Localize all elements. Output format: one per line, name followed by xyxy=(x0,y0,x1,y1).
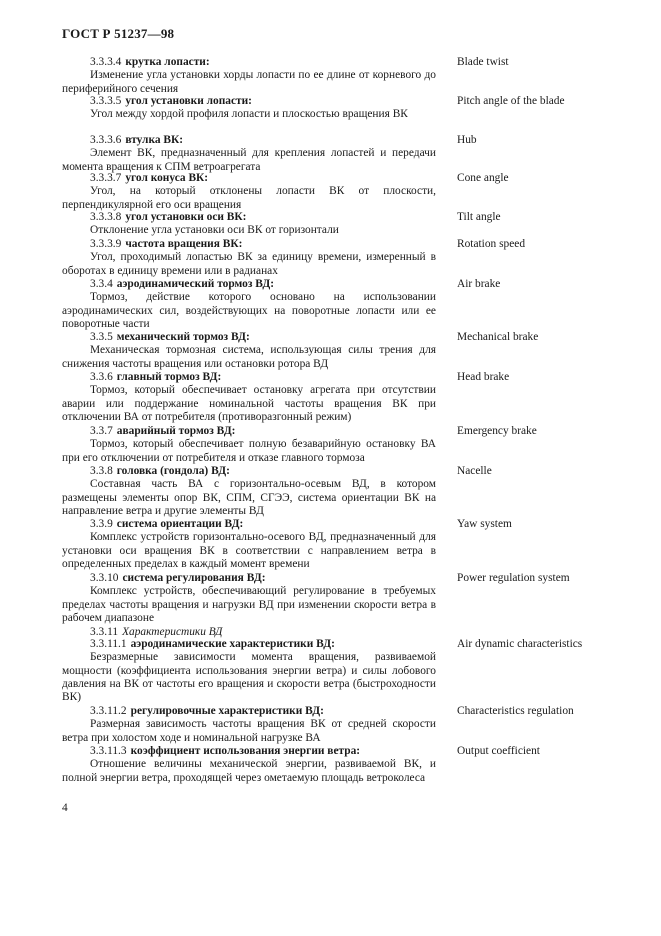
term-name: главный тормоз ВД: xyxy=(116,371,222,383)
term-name: Характеристики ВД xyxy=(122,626,223,638)
term-definition: Угол между хордой профиля лопасти и плоскостью вращения ВК xyxy=(90,108,408,121)
term-definition: Тормоз, действие которого основано на использовании аэродинамических сил, воздействующих на поворотные лопасти или ее поворотные части xyxy=(62,291,436,330)
term-number: 3.3.4 xyxy=(90,278,113,290)
term-definition: Отклонение угла установки оси ВК от горизонтали xyxy=(90,224,339,237)
term-english: Tilt angle xyxy=(457,211,501,223)
term-number: 3.3.3.5 xyxy=(90,95,122,107)
term-number: 3.3.11 xyxy=(90,626,119,638)
term-english: Mechanical brake xyxy=(457,331,539,343)
term-name: угол установки оси ВК: xyxy=(125,211,247,223)
term-definition: Отношение величины механической энергии, развиваемой ВК, и полной энергии ветра, проходящей через ометаемую площадь ветроколеса xyxy=(62,758,436,784)
term-definition: Угол, на который отклонены лопасти ВК от плоскости, перпендикулярной его оси вращения xyxy=(62,185,436,211)
term-number: 3.3.11.3 xyxy=(90,745,127,757)
term-english: Pitch angle of the blade xyxy=(457,95,565,107)
term-english: Characteristics regulation xyxy=(457,705,574,717)
term-name: втулка ВК: xyxy=(125,134,184,146)
term-definition: Составная часть ВА с горизонтально-осевым ВД, в котором размещены элементы опор ВК, СПМ, СГЭЭ, система ориентации ВК на направление ветра и другие элементы ВД xyxy=(62,478,436,517)
term-ru-block xyxy=(62,56,436,96)
term-ru-block xyxy=(62,705,436,745)
term-ru-block xyxy=(62,465,436,518)
term-name: механический тормоз ВД: xyxy=(116,331,250,343)
term-heading xyxy=(62,638,436,651)
term-english: Power regulation system xyxy=(457,572,570,584)
term-heading xyxy=(62,238,436,251)
term-definition: Механическая тормозная система, использующая силы трения для снижения частоты вращения или остановки ротора ВД xyxy=(62,344,436,370)
term-name: головка (гондола) ВД: xyxy=(116,465,230,477)
term-heading xyxy=(62,518,436,531)
term-ru-block xyxy=(62,211,436,238)
term-english: Nacelle xyxy=(457,465,492,477)
term-number: 3.3.10 xyxy=(90,572,119,584)
page-number: 4 xyxy=(62,802,68,814)
term-name: регулировочные характеристики ВД: xyxy=(130,705,324,717)
term-heading xyxy=(62,371,436,384)
term-english: Blade twist xyxy=(457,56,509,68)
term-number: 3.3.11.1 xyxy=(90,638,127,650)
term-english: Hub xyxy=(457,134,477,146)
term-english: Output coefficient xyxy=(457,745,540,757)
term-heading xyxy=(62,572,436,585)
term-ru-block xyxy=(62,134,436,174)
term-english: Yaw system xyxy=(457,518,512,530)
term-number: 3.3.3.9 xyxy=(90,238,122,250)
term-name: система ориентации ВД: xyxy=(116,518,244,530)
term-heading xyxy=(62,278,436,291)
term-name: угол конуса ВК: xyxy=(125,172,209,184)
term-heading xyxy=(62,211,436,224)
term-name: аварийный тормоз ВД: xyxy=(116,425,236,437)
term-heading xyxy=(62,331,436,344)
term-english: Air brake xyxy=(457,278,501,290)
term-heading xyxy=(62,56,436,69)
term-ru-block xyxy=(62,172,436,212)
standard-header: ГОСТ Р 51237—98 xyxy=(62,26,175,41)
term-heading xyxy=(62,745,436,758)
term-number: 3.3.11.2 xyxy=(90,705,127,717)
term-heading xyxy=(62,425,436,438)
term-definition: Элемент ВК, предназначенный для крепления лопастей и передачи момента вращения к СПМ ветроагрегата xyxy=(62,147,436,173)
term-heading xyxy=(62,134,436,147)
term-definition: Тормоз, который обеспечивает остановку агрегата при отсутствии аварии или поддержание номинальной частоты вращения ВК при отключении ВА от потребителя (противоразгонный режим) xyxy=(62,384,436,423)
term-name: коэффициент использования энергии ветра: xyxy=(130,745,361,757)
term-number: 3.3.6 xyxy=(90,371,113,383)
term-ru-block xyxy=(62,95,436,122)
term-name: крутка лопасти: xyxy=(125,56,210,68)
term-name: система регулирования ВД: xyxy=(122,572,266,584)
term-number: 3.3.9 xyxy=(90,518,113,530)
term-ru-block xyxy=(62,518,436,571)
term-heading xyxy=(62,465,436,478)
term-name: аэродинамические характеристики ВД: xyxy=(130,638,335,650)
term-english: Air dynamic characteristics xyxy=(457,638,583,650)
term-ru-block xyxy=(62,238,436,278)
term-name: частота вращения ВК: xyxy=(125,238,243,250)
term-number: 3.3.3.6 xyxy=(90,134,122,146)
term-ru-block xyxy=(62,638,436,704)
term-definition: Безразмерные зависимости момента вращения, развиваемой мощности (коэффициента использования энергии ветра) и силы лобового давления на ВК от частоты его вращения и скорости ветра (быстроходности ВК) xyxy=(62,651,436,704)
term-definition: Комплекс устройств горизонтально-осевого ВД, предназначенный для установки оси вращения ВК в соответствии с направлением ветра в определенных пределах в каждый момент времени xyxy=(62,531,436,570)
term-name: аэродинамический тормоз ВД: xyxy=(116,278,275,290)
term-definition: Размерная зависимость частоты вращения ВК от средней скорости ветра при холостом ходе и номинальной нагрузке ВА xyxy=(62,718,436,744)
term-ru-block xyxy=(62,425,436,465)
term-heading xyxy=(62,705,436,718)
term-definition: Угол, проходимый лопастью ВК за единицу времени, измеренный в оборотах в единицу времени или в радианах xyxy=(62,251,436,277)
term-number: 3.3.3.8 xyxy=(90,211,122,223)
term-number: 3.3.3.4 xyxy=(90,56,122,68)
term-heading xyxy=(62,172,436,185)
term-number: 3.3.8 xyxy=(90,465,113,477)
term-ru-block xyxy=(62,371,436,424)
term-english: Rotation speed xyxy=(457,238,526,250)
term-definition: Изменение угла установки хорды лопасти по ее длине от корневого до периферийного сечения xyxy=(62,69,436,95)
term-number: 3.3.3.7 xyxy=(90,172,122,184)
term-name: угол установки лопасти: xyxy=(125,95,252,107)
term-definition: Тормоз, который обеспечивает полную безаварийную остановку ВА при его отключении от потребителя и отказе главного тормоза xyxy=(62,438,436,464)
term-number: 3.3.7 xyxy=(90,425,113,437)
term-ru-block xyxy=(62,745,436,785)
term-ru-block xyxy=(62,331,436,371)
term-number: 3.3.5 xyxy=(90,331,113,343)
term-english: Head brake xyxy=(457,371,510,383)
term-definition: Комплекс устройств, обеспечивающий регулирование в требуемых пределах частоты вращения и нагрузки ВД при изменении скорости ветра в рабочем диапазоне xyxy=(62,585,436,624)
term-ru-block xyxy=(62,278,436,331)
term-heading xyxy=(62,95,436,108)
term-english: Emergency brake xyxy=(457,425,537,437)
term-english: Cone angle xyxy=(457,172,509,184)
term-ru-block xyxy=(62,572,436,625)
